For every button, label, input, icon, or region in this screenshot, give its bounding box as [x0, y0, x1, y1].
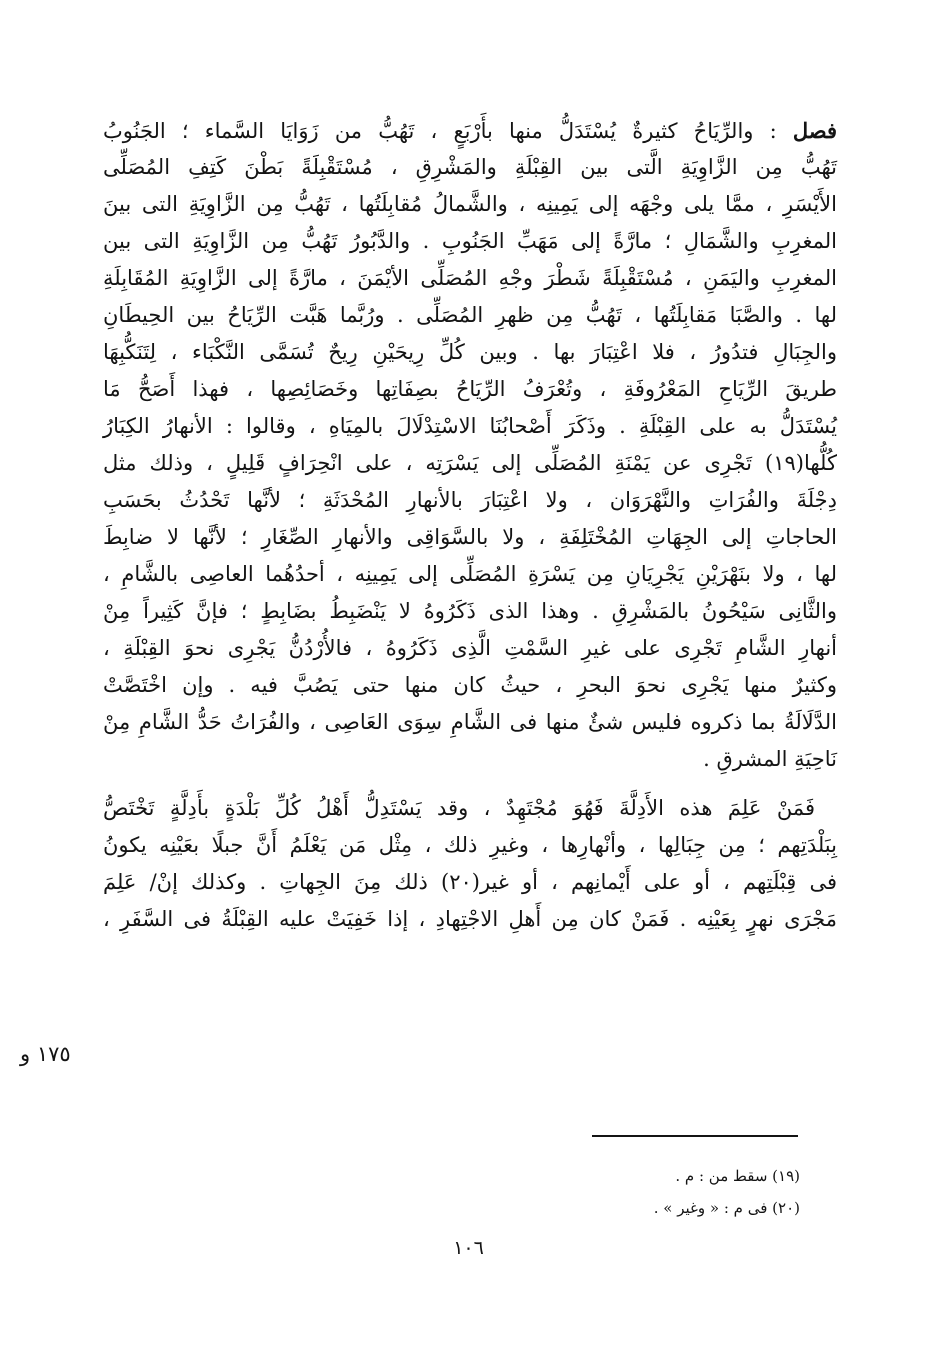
text-line: المغرِبِ واليَمَنِ ، مُسْتَقْبِلَةً شَطْرَ وجْهِ المُصَلِّى الأيْمَنَ ، مارَّةً إلى الزَّاوِيَةِ المُقَابِلَةِ [103, 266, 837, 290]
text-line: نَاحِيَةِ المشرقِ . [703, 747, 837, 771]
text-line: المغرِبِ والشَّمَالِ ؛ مارَّةً إلى مَهَبِّ الجَنُوبِ . والدَّبُورُ تَهُبُّ مِن الزَّاوِيَةِ التى بين [103, 229, 837, 253]
manuscript-folio-note: ١٧٥ و [20, 1042, 71, 1066]
text-line: طريقَ الرِّيَاحِ المَعْرُوفَةِ ، وتُعْرَفُ الرِّيَاحُ بصِفَاتِها وخَصَائِصِها ، فهذا أَصَحُّ مَا [103, 377, 837, 401]
text-line: فى قِبْلَتِهم ، أو على أَيْمانِهم ، أو غير(٢٠) ذلك مِنَ الجِهاتِ . وكذلك إنْ/ عَلِمَ [103, 870, 837, 894]
footnotes [654, 1160, 800, 1224]
footnote-separator [592, 1135, 798, 1137]
text-line: تَهُبُّ مِن الزَّاوِيَةِ الَّتى بين القِبْلَةِ والمَشْرِقِ ، مُسْتَقْبِلَةً بَطْنَ كَتِفِ المُصَلِّى [103, 155, 837, 179]
text-line: والثَّانِى سَيْحُونُ بالمَشْرِقِ . وهذا الذى ذَكَرُوهُ لا يَنْضَبِطُ بضَابِطٍ ؛ فإنَّ كَثِيراً مِنْ [103, 599, 837, 623]
main-text [103, 112, 837, 938]
text-line: لها . والصَّبَا مَقابِلَتُها ، تَهُبُّ مِن ظهرِ المُصَلِّى . ورُبَّما هَبَّت الرِّيَاحُ بين الحِيطَانِ [103, 303, 837, 327]
text-line: وكثيرٌ منها يَجْرِى نحوَ البحرِ ، حيثُ كان منها حتى يَصُبَّ فيه . وإن اخْتَصَّتْ [103, 673, 837, 697]
text-line: أنهارِ الشَّامِ تَجْرِى على غيرِ السَّمْتِ الَّذِى ذَكَرُوهُ ، فالأُرْدُنُّ يَجْرِى نحوَ القِبْلَةِ ، [103, 636, 837, 660]
text-line: يُسْتَدَلُّ به على القِبْلَةِ . وذَكَرَ أَصْحابُنَا الاسْتِدْلَالَ بالمِيَاهِ ، وقالوا : الأنهارُ الكِبَارُ [103, 414, 837, 438]
text-line: فَمَنْ عَلِمَ هذه الأَدِلَّةَ فَهُوَ مُجْتَهِدٌ ، وقد يَسْتَدِلُّ أَهْلُ كُلِّ بَلْدَةٍ بأَدِلَّةٍ تَخْتَصُّ [103, 796, 815, 820]
text-line: بِبَلْدَتِهم ؛ مِن جِبَالِها ، وأنْهارِها ، وغيرِ ذلك ، مِثْل مَن يَعْلَمُ أَنَّ جبلًا بعَيْنِه يكونُ [103, 833, 837, 857]
text-line: الأَيْسَرِ ، ممَّا يلى وجْهَه إلى يَمِينِه ، والشَّمالُ مُقابِلَتُها ، تَهُبُّ مِن الزَّاوِيَةِ التى بينَ [103, 192, 837, 216]
text-line: لها ، ولا بنَهْرَيْنِ يَجْرِيَانِ مِن يَسْرَةِ المُصَلِّى إلى يَمِينِه ، أحدُهُما العاصِى بالشَّامِ ، [103, 562, 837, 586]
text-line: الحاجاتِ إلى الجِهَاتِ المُخْتَلِفَةِ ، ولا بالسَّوَاقِى والأنهارِ الصِّغَارِ ؛ لأنَّها لا ضابِطَ [103, 525, 837, 549]
text-line: مَجْرَى نهرٍ بِعَيْنِه . فَمَنْ كان مِن أَهلِ الاجْتِهادِ ، إذا خَفِيَتْ عليه القِبْلَةُ فى السَّفَرِ ، [103, 907, 837, 931]
footnote: (١٩) سقط من : م . [675, 1167, 800, 1185]
footnote: (٢٠) فى م : « وغير » . [653, 1199, 800, 1217]
text-line: الدَّلَالَةُ بما ذكروه فليس شئٌ منها فى الشَّامِ سِوَى العَاصِى ، والفُرَاتُ حَدُّ الشَّامِ مِنْ [103, 710, 837, 734]
text-line: والجِبَالِ فتدُورُ ، فلا اعْتِبَارَ بها . وبين كُلِّ رِيحَيْنِ رِيحٌ تُسَمَّى النَّكْبَاء ، لِتَنَكُّبِهَا [103, 340, 837, 364]
text-line: دِجْلَةَ والفُرَاتِ والنَّهْرَوَان ، ولا اعْتِبَارَ بالأنهارِ المُحْدَثَةِ ؛ لأنَّها تَحْدُثُ بحَسَبِ [103, 488, 837, 512]
page-number: ١٠٦ [453, 1237, 484, 1259]
text-line: كُلُّها(١٩) تَجْرِى عن يَمْنَةِ المُصَلِّى إلى يَسْرَتِه ، على انْحِرَافٍ قَلِيلٍ ، وذلك مثل [103, 451, 837, 475]
text-line [103, 112, 837, 149]
section-heading: فصل [792, 118, 837, 143]
text-line-content: : والرِّيَاحُ كثيرةٌ يُسْتَدَلُّ منها بأَرْبَعٍ ، تَهُبُّ من زَوَايَا السَّماء ؛ الجَنُوبُ [103, 119, 793, 143]
paragraph-gap [103, 778, 837, 790]
